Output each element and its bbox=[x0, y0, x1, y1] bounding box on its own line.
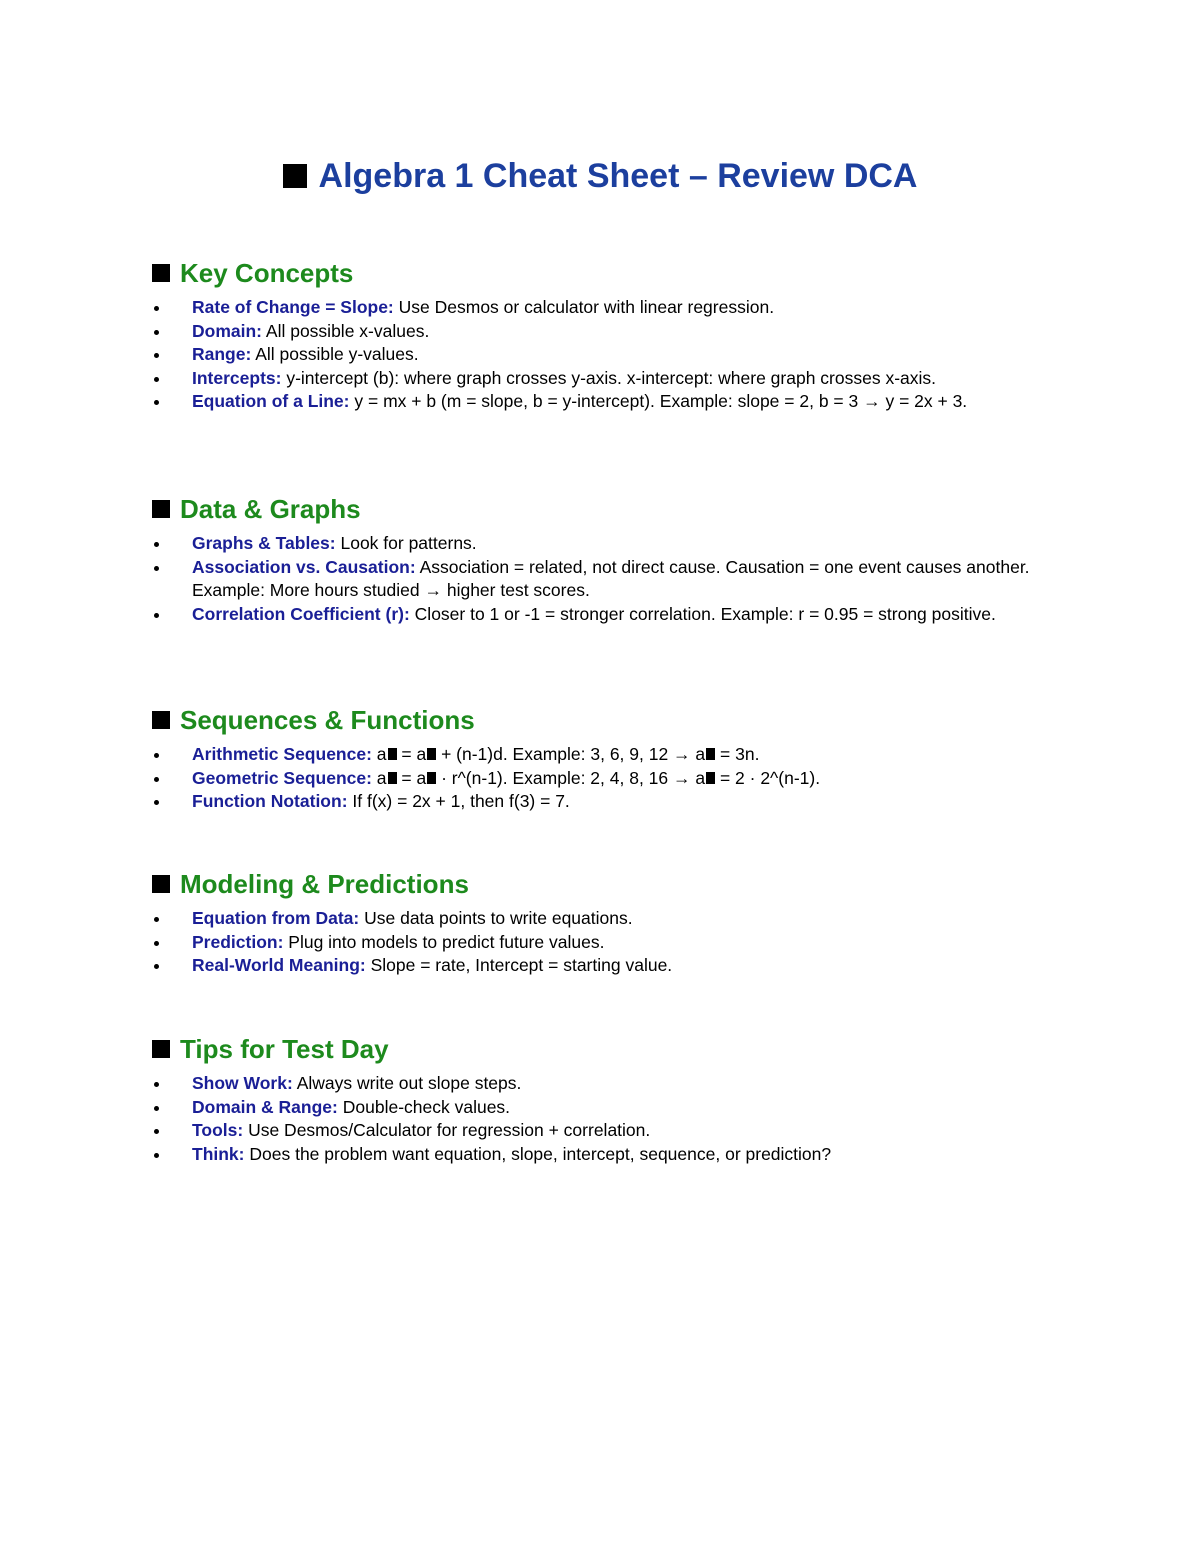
list-item bbox=[152, 390, 1052, 414]
square-icon bbox=[152, 875, 170, 893]
item-text: Plug into models to predict future values. bbox=[288, 931, 605, 952]
list-item bbox=[152, 1119, 1052, 1143]
list-item bbox=[152, 296, 1052, 320]
item-text: Double-check values. bbox=[342, 1096, 511, 1117]
bullet-list bbox=[152, 1072, 1052, 1166]
bullet-icon bbox=[154, 1129, 159, 1134]
list-item bbox=[152, 954, 1052, 978]
section-heading bbox=[152, 867, 1052, 901]
item-text: y = mx + b (m = slope, b = y-intercept). Example: slope = 2, b = 3 → y = 2x + 3. bbox=[354, 391, 968, 411]
square-icon bbox=[283, 164, 307, 188]
item-term: Real-World Meaning: bbox=[192, 955, 366, 975]
item-text-part: a bbox=[376, 767, 387, 788]
bullet-icon bbox=[154, 566, 159, 571]
section-heading-text: Data & Graphs bbox=[180, 494, 361, 524]
bullet-icon bbox=[154, 777, 159, 782]
section-heading bbox=[152, 1032, 1052, 1066]
item-text-part: + (n-1)d. Example: 3, 6, 9, 12 → a bbox=[436, 744, 706, 764]
page-title-text: Algebra 1 Cheat Sheet – Review DCA bbox=[318, 157, 918, 195]
list-item bbox=[152, 931, 1052, 955]
list-item bbox=[152, 320, 1052, 344]
item-text-part: a bbox=[376, 744, 387, 764]
list-item bbox=[152, 603, 1052, 627]
bullet-icon bbox=[154, 306, 159, 311]
item-text: Slope = rate, Intercept = starting value. bbox=[370, 955, 673, 975]
square-icon bbox=[152, 711, 170, 729]
bullet-list bbox=[152, 532, 1052, 626]
item-term: Graphs & Tables: bbox=[192, 533, 336, 553]
item-term: Domain & Range: bbox=[192, 1096, 338, 1117]
item-text-part: = 2 · 2^(n-1). bbox=[715, 767, 821, 788]
bullet-icon bbox=[154, 941, 159, 946]
list-item bbox=[152, 1143, 1052, 1167]
item-text-part: = a bbox=[396, 767, 427, 788]
item-term: Intercepts: bbox=[192, 367, 282, 388]
item-term: Association vs. Causation: bbox=[192, 556, 416, 577]
square-icon bbox=[152, 500, 170, 518]
list-item bbox=[152, 743, 1052, 767]
item-term: Domain: bbox=[192, 320, 262, 341]
item-text: Closer to 1 or -1 = stronger correlation. Example: r = 0.95 = strong positive. bbox=[414, 603, 996, 624]
bullet-icon bbox=[154, 377, 159, 382]
section-heading-text: Tips for Test Day bbox=[180, 1034, 389, 1064]
item-term: Equation from Data: bbox=[192, 908, 360, 928]
item-text-part: = 3n. bbox=[715, 744, 760, 764]
list-item bbox=[152, 532, 1052, 556]
section-key-concepts bbox=[152, 256, 1052, 414]
item-term: Correlation Coefficient (r): bbox=[192, 603, 410, 624]
bullet-icon bbox=[154, 353, 159, 358]
item-text: Association = related, not direct cause. Causation = one event causes another. Example: More hours studied → higher test scores. bbox=[192, 556, 1030, 600]
missing-glyph-icon bbox=[388, 748, 397, 760]
section-sequences-functions bbox=[152, 703, 1052, 814]
item-term: Arithmetic Sequence: bbox=[192, 744, 372, 764]
section-heading bbox=[152, 703, 1052, 737]
list-item bbox=[152, 1072, 1052, 1096]
section-modeling-predictions bbox=[152, 867, 1052, 978]
item-term: Tools: bbox=[192, 1120, 244, 1140]
bullet-list bbox=[152, 296, 1052, 414]
bullet-icon bbox=[154, 964, 159, 969]
item-term: Range: bbox=[192, 344, 252, 364]
bullet-icon bbox=[154, 753, 159, 758]
bullet-list bbox=[152, 743, 1052, 814]
item-term: Equation of a Line: bbox=[192, 391, 350, 411]
bullet-icon bbox=[154, 917, 159, 922]
item-text: Use Desmos or calculator with linear regression. bbox=[398, 297, 775, 317]
bullet-icon bbox=[154, 613, 159, 618]
bullet-icon bbox=[154, 1082, 159, 1087]
missing-glyph-icon bbox=[427, 748, 436, 760]
missing-glyph-icon bbox=[388, 772, 397, 784]
item-text: Always write out slope steps. bbox=[296, 1073, 522, 1093]
list-item bbox=[152, 556, 1052, 603]
section-heading-text: Key Concepts bbox=[180, 258, 354, 288]
item-term: Think: bbox=[192, 1143, 245, 1164]
bullet-icon bbox=[154, 330, 159, 335]
bullet-icon bbox=[154, 542, 159, 547]
bullet-icon bbox=[154, 1153, 159, 1158]
item-text-part: = a bbox=[396, 744, 427, 764]
page-title bbox=[0, 154, 1200, 198]
bullet-icon bbox=[154, 400, 159, 405]
list-item bbox=[152, 767, 1052, 791]
list-item bbox=[152, 1096, 1052, 1120]
item-term: Function Notation: bbox=[192, 791, 348, 811]
bullet-icon bbox=[154, 1106, 159, 1111]
item-term: Geometric Sequence: bbox=[192, 767, 372, 788]
item-text: If f(x) = 2x + 1, then f(3) = 7. bbox=[352, 791, 570, 811]
missing-glyph-icon bbox=[706, 772, 715, 784]
list-item bbox=[152, 343, 1052, 367]
bullet-icon bbox=[154, 800, 159, 805]
item-text: Use data points to write equations. bbox=[364, 908, 633, 928]
missing-glyph-icon bbox=[706, 748, 715, 760]
section-heading bbox=[152, 256, 1052, 290]
item-text: Use Desmos/Calculator for regression + correlation. bbox=[248, 1120, 651, 1140]
missing-glyph-icon bbox=[427, 772, 436, 784]
item-text-part: · r^(n-1). Example: 2, 4, 8, 16 → a bbox=[436, 767, 706, 788]
list-item bbox=[152, 907, 1052, 931]
list-item bbox=[152, 790, 1052, 814]
item-text: Does the problem want equation, slope, intercept, sequence, or prediction? bbox=[249, 1143, 832, 1164]
section-tips-test-day bbox=[152, 1032, 1052, 1166]
list-item bbox=[152, 367, 1052, 391]
item-term: Prediction: bbox=[192, 931, 284, 952]
section-heading-text: Modeling & Predictions bbox=[180, 869, 469, 899]
item-term: Rate of Change = Slope: bbox=[192, 297, 394, 317]
item-text: y-intercept (b): where graph crosses y-axis. x-intercept: where graph crosses x-axis. bbox=[286, 367, 937, 388]
section-heading bbox=[152, 492, 1052, 526]
bullet-list bbox=[152, 907, 1052, 978]
section-data-graphs bbox=[152, 492, 1052, 626]
item-text: All possible x-values. bbox=[265, 320, 430, 341]
square-icon bbox=[152, 1040, 170, 1058]
section-heading-text: Sequences & Functions bbox=[180, 705, 475, 735]
item-text: All possible y-values. bbox=[255, 344, 419, 364]
square-icon bbox=[152, 264, 170, 282]
item-term: Show Work: bbox=[192, 1073, 293, 1093]
item-text: Look for patterns. bbox=[340, 533, 477, 553]
